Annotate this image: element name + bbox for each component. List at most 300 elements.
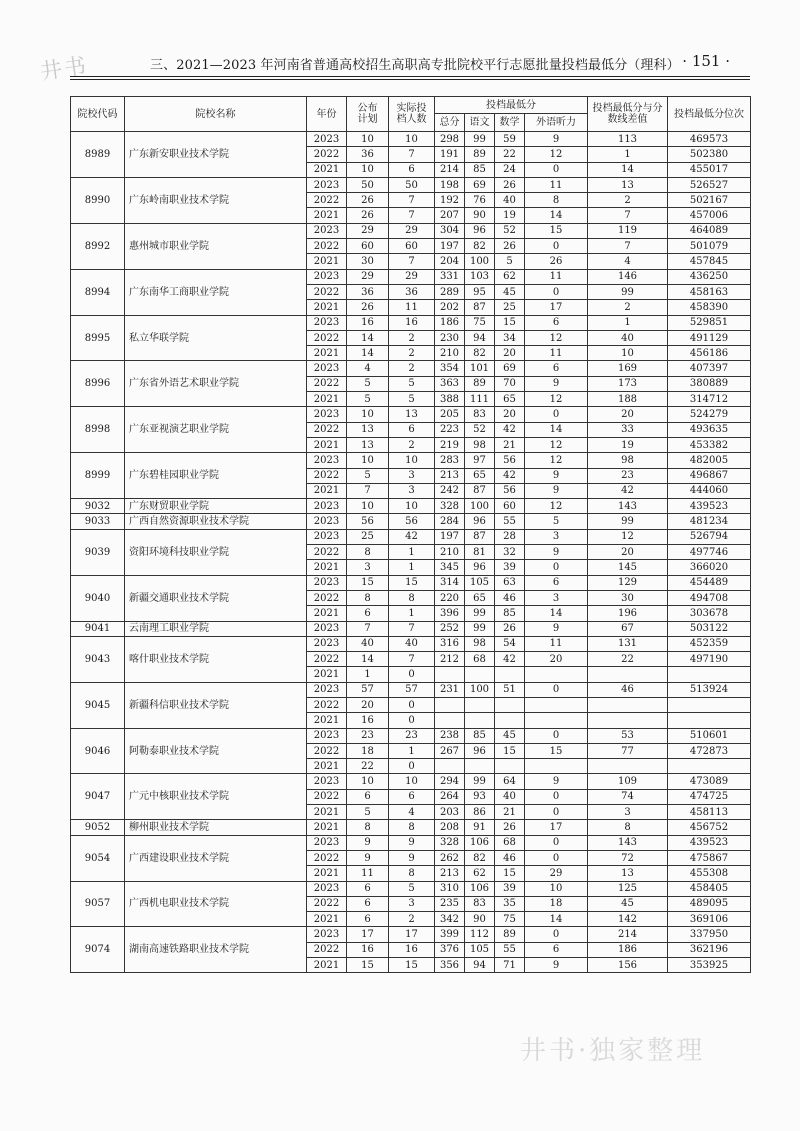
school-code: 9057 (71, 881, 125, 927)
cell-total: 207 (435, 208, 465, 223)
school-code: 8989 (71, 132, 125, 178)
cell-year: 2021 (307, 866, 347, 881)
cell-total: 363 (435, 376, 465, 391)
cell-chinese: 90 (465, 912, 495, 927)
cell-chinese: 94 (465, 330, 495, 345)
school-name: 私立华联学院 (125, 315, 307, 361)
cell-actual: 0 (389, 667, 435, 682)
cell-actual: 15 (389, 958, 435, 973)
school-name: 柳州职业技术学院 (125, 820, 307, 835)
cell-rank: 456186 (668, 346, 751, 361)
cell-diff: 22 (588, 652, 668, 667)
table-row (71, 575, 751, 590)
cell-total: 203 (435, 805, 465, 820)
cell-math: 56 (495, 453, 525, 468)
cell-diff: 72 (588, 850, 668, 865)
cell-chinese: 68 (465, 652, 495, 667)
cell-rank: 472873 (668, 743, 751, 758)
cell-total: 354 (435, 361, 465, 376)
page-number: · 151 · (682, 52, 730, 70)
cell-math: 85 (495, 606, 525, 621)
cell-math: 46 (495, 850, 525, 865)
cell-diff: 30 (588, 590, 668, 605)
table-row (71, 682, 751, 697)
cell-year: 2023 (307, 177, 347, 192)
table-row (71, 774, 751, 789)
cell-listening: 14 (525, 208, 588, 223)
cell-diff: 173 (588, 376, 668, 391)
cell-total: 264 (435, 789, 465, 804)
cell-diff: 2 (588, 193, 668, 208)
cell-diff: 129 (588, 575, 668, 590)
cell-chinese (465, 713, 495, 728)
cell-total: 212 (435, 652, 465, 667)
cell-diff: 19 (588, 437, 668, 452)
cell-plan: 40 (347, 636, 389, 651)
cell-plan: 18 (347, 743, 389, 758)
cell-rank: 458405 (668, 881, 751, 896)
cell-year: 2023 (307, 682, 347, 697)
cell-rank: 526527 (668, 177, 751, 192)
cell-actual: 1 (389, 606, 435, 621)
cell-diff: 119 (588, 223, 668, 238)
cell-plan: 6 (347, 896, 389, 911)
cell-total: 328 (435, 499, 465, 514)
cell-actual: 4 (389, 805, 435, 820)
school-code: 8996 (71, 361, 125, 407)
cell-chinese: 83 (465, 896, 495, 911)
cell-listening: 12 (525, 330, 588, 345)
cell-actual: 29 (389, 223, 435, 238)
school-name: 资阳环境科技职业学院 (125, 529, 307, 575)
cell-chinese: 65 (465, 590, 495, 605)
cell-listening: 6 (525, 361, 588, 376)
cell-actual: 10 (389, 453, 435, 468)
cell-math: 15 (495, 315, 525, 330)
table-row (71, 820, 751, 835)
cell-actual: 15 (389, 575, 435, 590)
cell-plan: 10 (347, 499, 389, 514)
cell-math: 25 (495, 300, 525, 315)
cell-math: 26 (495, 177, 525, 192)
cell-plan: 25 (347, 529, 389, 544)
cell-year: 2023 (307, 621, 347, 636)
cell-listening: 9 (525, 545, 588, 560)
cell-actual: 1 (389, 560, 435, 575)
cell-actual: 7 (389, 652, 435, 667)
cell-plan: 7 (347, 483, 389, 498)
cell-listening: 12 (525, 453, 588, 468)
cell-total: 376 (435, 942, 465, 957)
cell-total: 191 (435, 147, 465, 162)
cell-year: 2022 (307, 376, 347, 391)
cell-total (435, 713, 465, 728)
school-code: 9047 (71, 774, 125, 820)
cell-actual: 7 (389, 621, 435, 636)
table-row (71, 499, 751, 514)
cell-year: 2021 (307, 820, 347, 835)
school-name: 广元中核职业技术学院 (125, 774, 307, 820)
cell-diff (588, 667, 668, 682)
cell-chinese: 106 (465, 881, 495, 896)
cell-listening: 0 (525, 239, 588, 254)
cell-listening: 9 (525, 132, 588, 147)
cell-math: 42 (495, 652, 525, 667)
school-name: 广东亚视演艺职业学院 (125, 407, 307, 453)
school-name: 广西建设职业技术学院 (125, 835, 307, 881)
cell-listening: 20 (525, 652, 588, 667)
cell-actual: 10 (389, 499, 435, 514)
cell-year: 2023 (307, 514, 347, 529)
cell-math: 15 (495, 866, 525, 881)
cell-year: 2023 (307, 315, 347, 330)
cell-listening: 10 (525, 881, 588, 896)
cell-year: 2022 (307, 284, 347, 299)
cell-listening: 14 (525, 912, 588, 927)
cell-year: 2021 (307, 254, 347, 269)
cell-math: 75 (495, 912, 525, 927)
cell-plan: 7 (347, 621, 389, 636)
cell-listening: 12 (525, 147, 588, 162)
cell-chinese: 87 (465, 483, 495, 498)
cell-math: 32 (495, 545, 525, 560)
cell-math: 15 (495, 743, 525, 758)
cell-actual: 16 (389, 315, 435, 330)
cell-chinese: 98 (465, 437, 495, 452)
cell-plan: 10 (347, 407, 389, 422)
cell-math: 35 (495, 896, 525, 911)
cell-diff: 196 (588, 606, 668, 621)
cell-listening: 0 (525, 728, 588, 743)
cell-math (495, 667, 525, 682)
cell-listening: 0 (525, 850, 588, 865)
cell-diff: 98 (588, 453, 668, 468)
cell-plan: 14 (347, 346, 389, 361)
cell-rank: 510601 (668, 728, 751, 743)
cell-year: 2023 (307, 881, 347, 896)
cell-diff: 169 (588, 361, 668, 376)
cell-math: 59 (495, 132, 525, 147)
cell-listening: 14 (525, 606, 588, 621)
cell-listening: 6 (525, 942, 588, 957)
cell-diff: 7 (588, 239, 668, 254)
cell-total: 283 (435, 453, 465, 468)
cell-chinese: 86 (465, 805, 495, 820)
cell-math: 46 (495, 590, 525, 605)
cell-total: 192 (435, 193, 465, 208)
cell-plan: 13 (347, 437, 389, 452)
table-row (71, 453, 751, 468)
school-name: 阿勒泰职业技术学院 (125, 728, 307, 774)
cell-math: 26 (495, 239, 525, 254)
cell-rank: 473089 (668, 774, 751, 789)
cell-chinese: 87 (465, 300, 495, 315)
cell-actual: 2 (389, 437, 435, 452)
cell-diff: 7 (588, 208, 668, 223)
school-name: 广西自然资源职业技术学院 (125, 514, 307, 529)
cell-total: 304 (435, 223, 465, 238)
cell-total: 198 (435, 177, 465, 192)
table-row (71, 529, 751, 544)
cell-year: 2023 (307, 927, 347, 942)
cell-math: 39 (495, 881, 525, 896)
cell-year: 2022 (307, 468, 347, 483)
cell-rank: 489095 (668, 896, 751, 911)
cell-plan: 14 (347, 330, 389, 345)
cell-total: 316 (435, 636, 465, 651)
cell-year: 2022 (307, 850, 347, 865)
cell-math: 68 (495, 835, 525, 850)
cell-chinese: 106 (465, 835, 495, 850)
cell-diff: 33 (588, 422, 668, 437)
cell-diff: 42 (588, 483, 668, 498)
cell-total: 342 (435, 912, 465, 927)
cell-math (495, 697, 525, 712)
cell-plan: 16 (347, 315, 389, 330)
cell-total: 210 (435, 545, 465, 560)
table-row (71, 269, 751, 284)
cell-chinese: 65 (465, 468, 495, 483)
table-row (71, 835, 751, 850)
cell-rank: 436250 (668, 269, 751, 284)
table-row (71, 621, 751, 636)
table-row (71, 927, 751, 942)
cell-rank: 458113 (668, 805, 751, 820)
cell-plan: 16 (347, 942, 389, 957)
cell-chinese: 82 (465, 346, 495, 361)
cell-year: 2021 (307, 300, 347, 315)
cell-diff: 46 (588, 682, 668, 697)
cell-actual: 36 (389, 284, 435, 299)
cell-diff: 2 (588, 300, 668, 315)
cell-listening: 14 (525, 422, 588, 437)
watermark: 井书·独家整理 (520, 1036, 706, 1066)
header-diff: 投档最低分与分数线差值 (588, 97, 668, 132)
cell-plan: 5 (347, 805, 389, 820)
cell-diff: 53 (588, 728, 668, 743)
page-header (150, 52, 750, 74)
cell-rank: 314712 (668, 392, 751, 407)
header-rule-secondary (70, 79, 750, 80)
cell-diff: 45 (588, 896, 668, 911)
cell-year: 2021 (307, 805, 347, 820)
cell-plan: 57 (347, 682, 389, 697)
cell-plan: 17 (347, 927, 389, 942)
cell-chinese: 112 (465, 927, 495, 942)
cell-diff (588, 759, 668, 774)
cell-year: 2021 (307, 392, 347, 407)
cell-chinese (465, 697, 495, 712)
school-code: 9041 (71, 621, 125, 636)
cell-plan: 8 (347, 590, 389, 605)
school-name: 新疆科信职业技术学院 (125, 682, 307, 728)
cell-math: 40 (495, 193, 525, 208)
cell-plan: 10 (347, 453, 389, 468)
cell-actual: 3 (389, 896, 435, 911)
cell-year: 2023 (307, 835, 347, 850)
cell-listening: 29 (525, 866, 588, 881)
cell-plan: 6 (347, 912, 389, 927)
cell-rank: 529851 (668, 315, 751, 330)
cell-chinese: 96 (465, 223, 495, 238)
cell-rank: 497190 (668, 652, 751, 667)
cell-actual: 3 (389, 468, 435, 483)
cell-rank: 496867 (668, 468, 751, 483)
cell-diff: 99 (588, 284, 668, 299)
cell-plan: 13 (347, 422, 389, 437)
table-row (71, 881, 751, 896)
cell-rank: 366020 (668, 560, 751, 575)
cell-diff: 4 (588, 254, 668, 269)
school-name: 广东岭南职业技术学院 (125, 177, 307, 223)
header-year: 年份 (307, 97, 347, 132)
cell-chinese: 100 (465, 682, 495, 697)
cell-actual: 8 (389, 866, 435, 881)
cell-diff: 3 (588, 805, 668, 820)
cell-listening (525, 759, 588, 774)
cell-actual: 11 (389, 300, 435, 315)
cell-diff: 188 (588, 392, 668, 407)
cell-actual: 3 (389, 483, 435, 498)
cell-year: 2022 (307, 697, 347, 712)
cell-math: 28 (495, 529, 525, 544)
cell-year: 2022 (307, 942, 347, 957)
header-chinese: 语文 (465, 114, 495, 132)
school-code: 9054 (71, 835, 125, 881)
cell-diff: 143 (588, 499, 668, 514)
cell-plan: 16 (347, 713, 389, 728)
cell-rank: 452359 (668, 636, 751, 651)
cell-diff: 12 (588, 529, 668, 544)
cell-year: 2021 (307, 560, 347, 575)
cell-actual: 2 (389, 346, 435, 361)
cell-rank: 464089 (668, 223, 751, 238)
cell-chinese: 105 (465, 575, 495, 590)
cell-plan: 29 (347, 269, 389, 284)
cell-plan: 5 (347, 376, 389, 391)
cell-plan: 26 (347, 300, 389, 315)
cell-total: 252 (435, 621, 465, 636)
cell-year: 2023 (307, 407, 347, 422)
cell-math: 22 (495, 147, 525, 162)
cell-listening: 0 (525, 835, 588, 850)
cell-listening: 0 (525, 805, 588, 820)
cell-total: 328 (435, 835, 465, 850)
cell-math: 21 (495, 437, 525, 452)
cell-listening: 11 (525, 269, 588, 284)
cell-rank: 455017 (668, 162, 751, 177)
cell-plan: 50 (347, 177, 389, 192)
cell-rank: 481234 (668, 514, 751, 529)
cell-diff: 109 (588, 774, 668, 789)
cell-listening: 0 (525, 407, 588, 422)
school-name: 湖南高速铁路职业技术学院 (125, 927, 307, 973)
cell-chinese: 100 (465, 499, 495, 514)
cell-plan: 5 (347, 392, 389, 407)
cell-rank: 474725 (668, 789, 751, 804)
cell-rank: 439523 (668, 835, 751, 850)
cell-plan: 30 (347, 254, 389, 269)
cell-diff: 142 (588, 912, 668, 927)
cell-math: 42 (495, 422, 525, 437)
cell-year: 2021 (307, 958, 347, 973)
cell-rank: 457845 (668, 254, 751, 269)
cell-listening: 17 (525, 820, 588, 835)
cell-total (435, 697, 465, 712)
header-rank: 投档最低分位次 (668, 97, 751, 132)
cell-actual: 60 (389, 239, 435, 254)
cell-chinese: 111 (465, 392, 495, 407)
cell-year: 2021 (307, 162, 347, 177)
cell-total: 213 (435, 468, 465, 483)
brand-logo: 井书 (38, 53, 90, 86)
cell-chinese: 82 (465, 239, 495, 254)
cell-year: 2022 (307, 147, 347, 162)
cell-actual: 57 (389, 682, 435, 697)
cell-diff: 20 (588, 407, 668, 422)
cell-plan: 5 (347, 468, 389, 483)
cell-chinese: 83 (465, 407, 495, 422)
cell-actual: 2 (389, 361, 435, 376)
cell-math: 45 (495, 284, 525, 299)
cell-listening: 0 (525, 284, 588, 299)
cell-chinese: 99 (465, 132, 495, 147)
cell-chinese: 103 (465, 269, 495, 284)
cell-actual: 23 (389, 728, 435, 743)
cell-math: 24 (495, 162, 525, 177)
cell-total: 331 (435, 269, 465, 284)
cell-rank: 456752 (668, 820, 751, 835)
school-name: 广西机电职业技术学院 (125, 881, 307, 927)
cell-plan: 1 (347, 667, 389, 682)
school-code: 9032 (71, 499, 125, 514)
cell-total: 197 (435, 529, 465, 544)
cell-actual: 10 (389, 132, 435, 147)
cell-math: 40 (495, 789, 525, 804)
cell-diff: 67 (588, 621, 668, 636)
cell-actual: 29 (389, 269, 435, 284)
cell-diff: 156 (588, 958, 668, 973)
cell-actual: 5 (389, 376, 435, 391)
cell-year: 2023 (307, 453, 347, 468)
cell-math: 55 (495, 514, 525, 529)
cell-diff: 143 (588, 835, 668, 850)
cell-listening: 3 (525, 529, 588, 544)
cell-actual: 8 (389, 820, 435, 835)
cell-diff: 13 (588, 866, 668, 881)
table-body (71, 132, 751, 973)
cell-plan: 23 (347, 728, 389, 743)
cell-plan: 56 (347, 514, 389, 529)
table-row (71, 315, 751, 330)
cell-plan: 14 (347, 652, 389, 667)
cell-actual: 7 (389, 147, 435, 162)
cell-total: 213 (435, 866, 465, 881)
table-row (71, 407, 751, 422)
cell-total: 314 (435, 575, 465, 590)
cell-listening (525, 713, 588, 728)
cell-year: 2023 (307, 728, 347, 743)
cell-listening: 0 (525, 162, 588, 177)
cell-actual: 5 (389, 881, 435, 896)
cell-total: 231 (435, 682, 465, 697)
cell-math: 45 (495, 728, 525, 743)
header-plan: 公布计划 (347, 97, 389, 132)
cell-year: 2021 (307, 667, 347, 682)
cell-diff (588, 713, 668, 728)
cell-rank (668, 713, 751, 728)
school-code: 8999 (71, 453, 125, 499)
